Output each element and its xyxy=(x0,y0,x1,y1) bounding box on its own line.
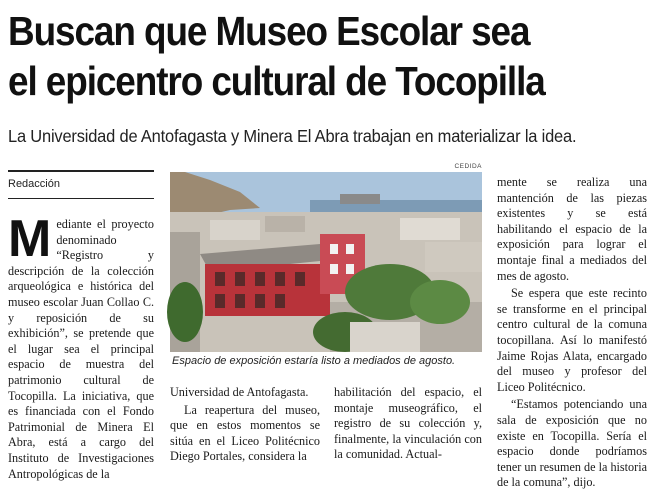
subtitle: La Universidad de Antofagasta y Minera El Abra trabajan en materializar la idea. xyxy=(8,126,577,146)
harbor-water xyxy=(310,200,482,214)
port-structure xyxy=(340,194,380,204)
paragraph: Universidad de Antofagasta. xyxy=(170,385,309,399)
paragraph: mente se realiza una mantención de las piezas existentes y se está habilitando el espacio de la exposición para lograr el montaje final a mediados del mes de agosto. xyxy=(497,175,647,283)
paragraph: La reapertura del museo, que en estos momentos se sitúa en el Liceo Politécnico Diego Portales, considera la xyxy=(170,402,320,464)
article-column-2 xyxy=(170,385,320,466)
headline-line-2: el epicentro cultural de Tocopilla xyxy=(8,58,545,104)
paragraph: Se espera que este recinto se transforme en el principal centro cultural de la comuna tocopillana. Así lo manifestó Jaime Rojas Alata, encargado del museo y profesor del Liceo Politécnico. xyxy=(497,286,647,394)
paragraph: “Estamos potenciando una sala de exposición que no existe en Tocopilla. Sería el espacio donde podríamos tener un resumen de la historia de la comuna”, dijo. xyxy=(497,397,647,490)
byline-bottom-rule xyxy=(8,198,154,199)
photo-credit: CEDIDA xyxy=(454,163,482,170)
museum-building xyxy=(205,264,330,316)
museum-photo-illustration xyxy=(170,172,482,352)
byline-top-rule xyxy=(8,170,154,172)
drop-cap: M xyxy=(8,210,52,268)
paragraph: ediante el proyecto denominado “Registro y descripción de la colección arqueológica e histórica del museo escolar Juan Collao C. y reposición de su exhibición”, se pretende que el lugar sea el principal espacio de muestra del patrimonio cultural de Tocopilla. La iniciativa, que es financiada con el Fondo Patrimonial de Minera El Abra, está a cargo del Instituto de Investigaciones Antropológicas de la xyxy=(8,217,154,481)
article-column-3 xyxy=(334,385,482,466)
headline xyxy=(8,6,584,106)
article-photo xyxy=(170,172,482,352)
photo-caption: Espacio de exposición estaría listo a mediados de agosto. xyxy=(172,355,456,367)
article-column-4 xyxy=(497,175,647,490)
headline-line-1: Buscan que Museo Escolar sea xyxy=(8,8,530,54)
paragraph: habilitación del espacio, el montaje museográfico, el registro de su colección y, finalmente, la vinculación con la comunidad. Actual- xyxy=(334,385,482,462)
article-column-1 xyxy=(8,210,154,481)
byline: Redacción xyxy=(8,178,60,190)
